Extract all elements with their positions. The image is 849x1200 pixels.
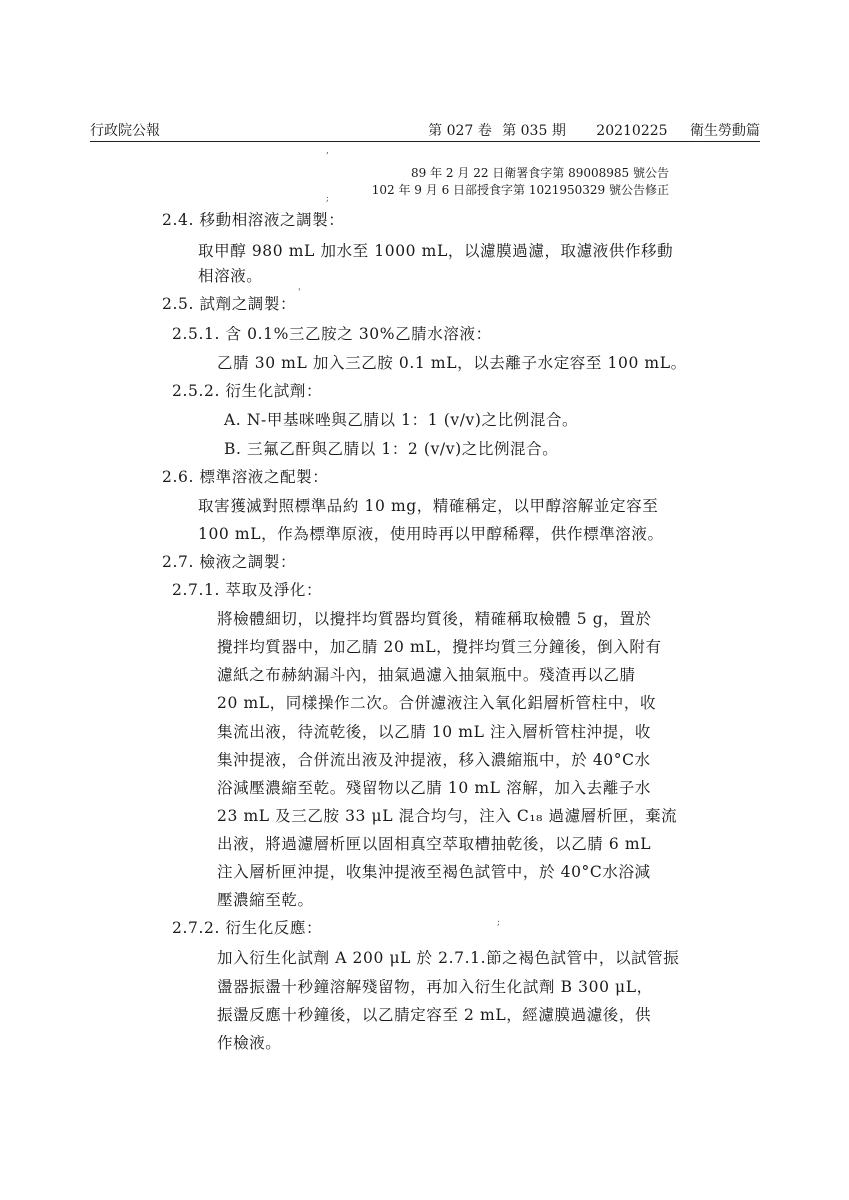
paragraph-line: 出液，將過濾層析匣以固相真空萃取槽抽乾後，以乙腈 6 mL	[217, 835, 652, 853]
paragraph-line: 將檢體細切，以攪拌均質器均質後，精確稱取檢體 5 g，置於	[217, 610, 652, 628]
section-heading: 2.4. 移動相溶液之調製：	[162, 211, 345, 229]
announcement-notice: 89 年 2 月 22 日衛署食字第 89008985 號公告	[411, 166, 669, 180]
paragraph-line: 20 mL，同樣操作二次。合併濾液注入氧化鋁層析管柱中，收	[217, 694, 657, 712]
volume-number: 第 027 卷	[428, 123, 492, 139]
amendment-notice: 102 年 9 月 6 日部授食字第 1021950329 號公告修正	[371, 183, 669, 197]
paragraph-line: 加入衍生化試劑 A 200 μL 於 2.7.1.節之褐色試管中，以試管振	[217, 949, 680, 967]
paragraph-line: 浴減壓濃縮至乾。殘留物以乙腈 10 mL 溶解，加入去離子水	[217, 779, 651, 797]
paragraph-line: 振盪反應十秒鐘後，以乙腈定容至 2 mL，經濾膜過濾後，供	[217, 1006, 652, 1024]
subsection-heading: 2.5.2. 衍生化試劑：	[172, 382, 323, 400]
paragraph-line: 盪器振盪十秒鐘溶解殘留物，再加入衍生化試劑 B 300 μL，	[217, 978, 653, 996]
section-heading: 2.5. 試劑之調製：	[162, 295, 297, 313]
paragraph-line: 100 mL，作為標準原液，使用時再以甲醇稀釋，供作標準溶液。	[198, 525, 664, 543]
paragraph-line: 攪拌均質器中，加乙腈 20 mL，攪拌均質三分鐘後，倒入附有	[217, 638, 662, 656]
paragraph-line: 集流出液，待流乾後，以乙腈 10 mL 注入層析管柱沖提，收	[217, 723, 651, 741]
scan-speck: ;	[497, 918, 501, 928]
section-heading: 2.7. 檢液之調製：	[162, 553, 297, 571]
paragraph-line: 注入層析匣沖提，收集沖提液至褐色試管中，於 40°C水浴減	[217, 863, 651, 881]
paragraph-line: 集沖提液，合併流出液及沖提液，移入濃縮瓶中，於 40°C水	[217, 751, 651, 769]
scan-speck: ;	[326, 194, 330, 204]
paragraph-line: 相溶液。	[198, 267, 263, 285]
publication-title: 行政院公報	[90, 123, 160, 139]
issue-info	[422, 120, 760, 140]
list-item: B. 三氟乙酐與乙腈以 1：2 (v/v)之比例混合。	[224, 440, 559, 458]
subsection-heading: 2.7.2. 衍生化反應：	[172, 919, 323, 937]
paragraph-line: 23 mL 及三乙胺 33 μL 混合均勻，注入 C₁₈ 過濾層析匣，棄流	[217, 807, 678, 825]
section-name: 衛生勞動篇	[690, 123, 760, 139]
subsection-heading: 2.5.1. 含 0.1%三乙胺之 30%乙腈水溶液：	[172, 325, 492, 343]
scan-speck: ,	[326, 146, 329, 156]
section-heading: 2.6. 標準溶液之配製：	[162, 468, 329, 486]
paragraph-line: 壓濃縮至乾。	[217, 891, 314, 909]
scan-speck: '	[298, 288, 301, 298]
subsection-heading: 2.7.1. 萃取及淨化：	[172, 581, 323, 599]
header-divider	[90, 141, 760, 142]
list-item: A. N-甲基咪唑與乙腈以 1：1 (v/v)之比例混合。	[224, 411, 579, 429]
paragraph-line: 取甲醇 980 mL 加水至 1000 mL，以濾膜過濾，取濾液供作移動	[198, 242, 674, 260]
paragraph-line: 取害獲滅對照標準品約 10 mg，精確稱定，以甲醇溶解並定容至	[198, 497, 659, 515]
page-header	[90, 120, 760, 140]
issue-date: 20210225	[596, 123, 668, 139]
paragraph-line: 乙腈 30 mL 加入三乙胺 0.1 mL，以去離子水定容至 100 mL。	[217, 354, 687, 372]
issue-number: 第 035 期	[502, 123, 566, 139]
paragraph-line: 濾紙之布赫納漏斗內，抽氣過濾入抽氣瓶中。殘渣再以乙腈	[217, 666, 636, 684]
paragraph-line: 作檢液。	[217, 1034, 282, 1052]
